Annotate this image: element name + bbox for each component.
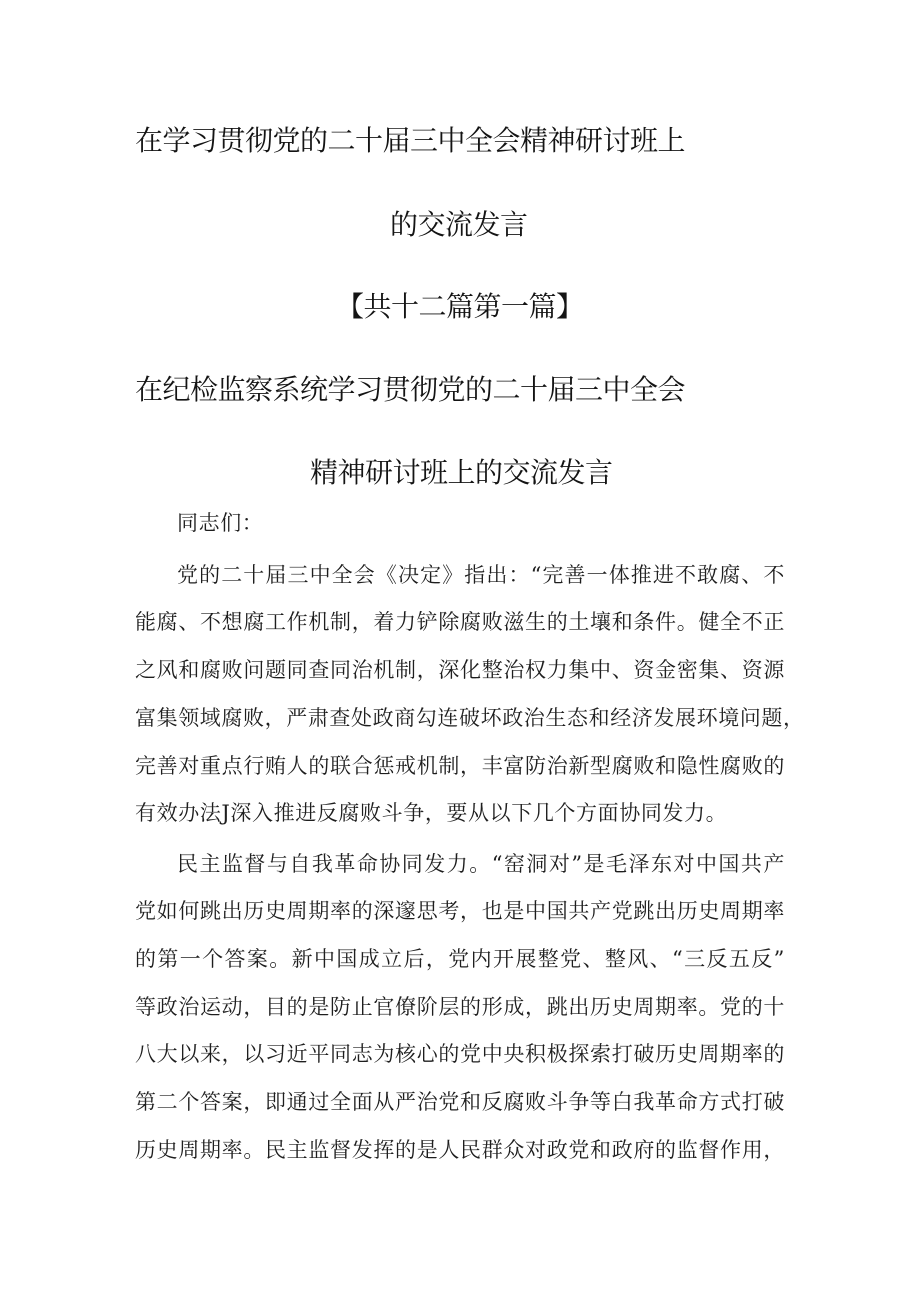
paragraph-1-line-5: 完善对重点行贿人的联合惩戒机制，丰富防治新型腐败和隐性腐败的 (135, 754, 785, 778)
paragraph-1-line-4: 富集领域腐败，严肃查处政商勾连破坏政治生态和经济发展环境问题， (135, 706, 805, 730)
salutation: 同志们： (177, 511, 264, 535)
paragraph-2-line-3: 的第一个答案。新中国成立后，党内开展整党、整风、“三反五反” (135, 947, 785, 971)
paragraph-2-line-5: 八大以来，以习近平同志为核心的党中央积极探索打破历史周期率的 (135, 1042, 785, 1066)
document-title-line-2: 的交流发言 (390, 208, 528, 241)
document-subtitle-line-2: 精神研讨班上的交流发言 (310, 456, 613, 489)
paragraph-2-line-7: 历史周期率。民主监督发挥的是人民群众对政党和政府的监督作用， (135, 1138, 785, 1162)
paragraph-1-line-3: 之风和腐败问题同查同治机制，深化整治权力集中、资金密集、资源 (135, 658, 785, 682)
paragraph-2-line-1: 民主监督与自我革命协同发力。“窑洞对”是毛泽东对中国共产 (177, 852, 785, 876)
paragraph-1-line-1: 党的二十届三中全会《决定》指出：“完善一体推进不敢腐、不 (177, 563, 785, 587)
paragraph-1-line-2: 能腐、不想腐工作机制，着力铲除腐败滋生的土壤和条件。健全不正 (135, 610, 785, 634)
paragraph-1-line-6: 有效办法J深入推进反腐败斗争，要从以下几个方面协同发力。 (135, 801, 728, 825)
paragraph-2-line-6: 第二个答案，即通过全面从严治党和反腐败斗争等白我革命方式打破 (135, 1090, 785, 1114)
series-label: 【共十二篇第一篇】 (336, 290, 584, 323)
paragraph-2-line-2: 党如何跳出历史周期率的深邃思考，也是中国共产党跳出历史周期率 (135, 899, 785, 923)
document-subtitle-line-1: 在纪检监察系统学习贯彻党的二十届三中全会 (135, 373, 686, 406)
document-title-line-1: 在学习贯彻党的二十届三中全会精神研讨班上 (135, 124, 686, 157)
paragraph-2-line-4: 等政治运动，目的是防止官僚阶层的形成，跳出历史周期率。党的十 (135, 995, 785, 1019)
